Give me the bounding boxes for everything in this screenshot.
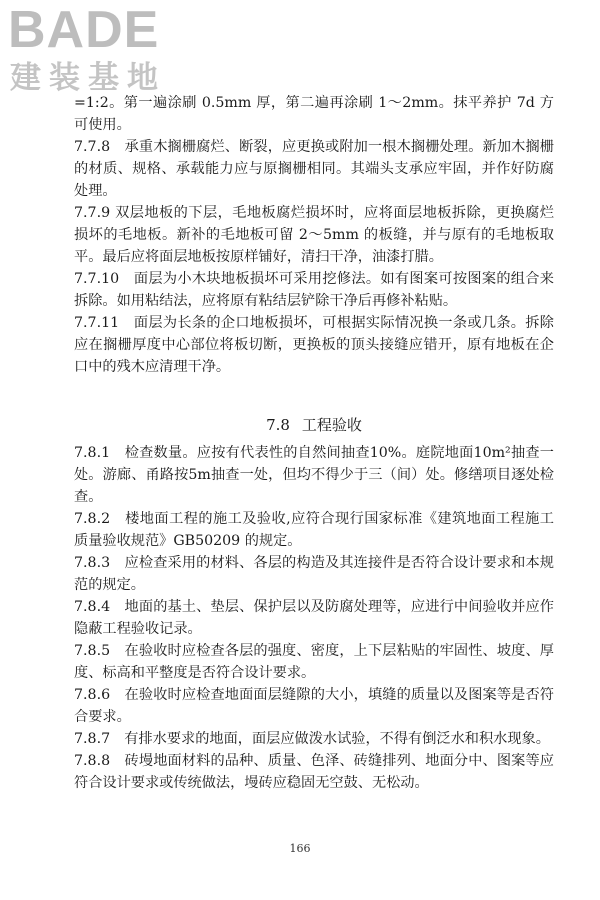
section-heading bbox=[74, 414, 554, 436]
section-number: 7.8 bbox=[266, 416, 290, 434]
paragraph: 7.8.4 地面的基土、垫层、保护层以及防腐处理等，应进行中间验收并应作隐蔽工程验收记录。 bbox=[74, 599, 554, 637]
paragraph: =1:2。第一遍涂刷 0.5mm 厚，第二遍再涂刷 1～2mm。抹平养护 7d 方可使用。 bbox=[74, 95, 554, 133]
page-number: 166 bbox=[289, 842, 311, 855]
paragraph: 7.7.8 承重木搁栅腐烂、断裂，应更换或附加一根木搁栅处理。新加木搁栅的材质、规格、承载能力应与原搁栅相同。其端头支承应牢固，并作好防腐处理。 bbox=[74, 139, 554, 199]
logo-brand-text: BADE bbox=[8, 1, 160, 59]
paragraph: 7.8.6 在验收时应检查地面面层缝隙的大小，填缝的质量以及图案等是否符合要求。 bbox=[74, 687, 554, 725]
section-title: 工程验收 bbox=[301, 416, 362, 434]
paragraph: 7.8.3 应检查采用的材料、各层的构造及其连接件是否符合设计要求和本规范的规定。 bbox=[74, 555, 554, 593]
paragraph: 7.8.1 检查数量。应按有代表性的自然间抽查10%。庭院地面10m²抽查一处。游廊、甬路按5m抽查一处，但均不得少于三（间）处。修缮项目逐处检查。 bbox=[74, 445, 554, 505]
document-body bbox=[74, 92, 554, 794]
paragraph: 7.8.8 砖墁地面材料的品种、质量、色泽、砖缝排列、地面分中、图案等应符合设计要求或传统做法，墁砖应稳固无空鼓、无松动。 bbox=[74, 753, 554, 791]
paragraph: 7.7.10 面层为小木块地板损坏可采用挖修法。如有图案可按图案的组合来拆除。如用粘结法，应将原有粘结层铲除干净后再修补粘贴。 bbox=[74, 271, 554, 309]
paragraph: 7.8.7 有排水要求的地面，面层应做泼水试验，不得有倒泛水和积水现象。 bbox=[74, 731, 550, 747]
paragraph: 7.8.2 楼地面工程的施工及验收,应符合现行国家标准《建筑地面工程施工质量验收规范》GB50209 的规定。 bbox=[74, 511, 554, 549]
logo-subtitle-text: 建装基地 bbox=[10, 60, 166, 96]
paragraph: 7.8.5 在验收时应检查各层的强度、密度，上下层粘贴的牢固性、坡度、厚度、标高和平整度是否符合设计要求。 bbox=[74, 643, 554, 681]
watermark-logo bbox=[8, 2, 180, 98]
paragraph: 7.7.11 面层为长条的企口地板损坏，可根据实际情况换一条或几条。拆除应在搁栅厚度中心部位将板切断，更换板的顶头接缝应错开，原有地板在企口中的残木应清理干净。 bbox=[74, 315, 554, 375]
paragraph: 7.7.9 双层地板的下层，毛地板腐烂损坏时，应将面层地板拆除，更换腐烂损坏的毛地板。新补的毛地板可留 2～5mm 的板缝，并与原有的毛地板取平。最后应将面层地板按原样铺好，清扫干净，油漆打腊。 bbox=[74, 205, 554, 265]
